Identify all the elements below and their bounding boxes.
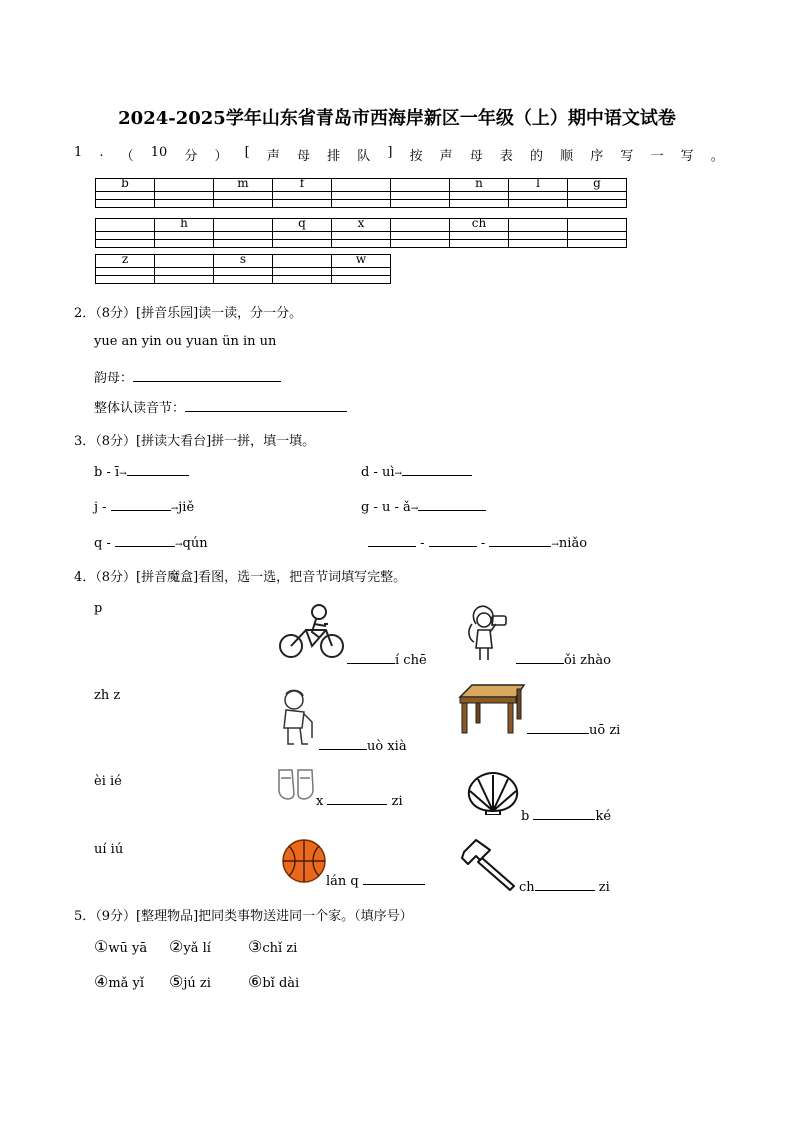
table-row (96, 179, 627, 192)
hammer-icon (460, 836, 520, 892)
q4-word-5 (316, 792, 403, 809)
sitting-boy-icon (276, 688, 320, 748)
grid-cell[interactable] (155, 255, 214, 268)
q1-heading-char: ] (387, 145, 393, 160)
table-row (96, 232, 627, 240)
q1-heading-char: 写 (680, 149, 694, 164)
q1-heading-char: 声 (266, 149, 280, 164)
q1-table-1 (95, 178, 627, 208)
grid-cell: q (273, 219, 332, 232)
q5-text: jú zi (183, 976, 211, 991)
q3-f-blank-1[interactable] (368, 534, 416, 547)
q2-heading: 2．（8分）[拼音乐园]读一读，分一分。 (74, 306, 303, 321)
shell-icon (464, 771, 522, 815)
arrow-icon: → (410, 504, 419, 514)
grid-cell[interactable] (391, 219, 450, 232)
q5-num: ① (94, 937, 109, 956)
q2-yunmu-blank[interactable] (133, 369, 281, 382)
q1-heading-char: 声 (439, 149, 453, 164)
arrow-icon: → (175, 540, 183, 550)
q5-num: ④ (94, 972, 109, 991)
q4-blank-3[interactable] (319, 737, 367, 750)
q3-item-a (94, 463, 189, 480)
q1-heading-char: 序 (590, 149, 604, 164)
grid-cell[interactable] (214, 219, 273, 232)
q1-heading-char: 队 (357, 149, 371, 164)
q4-word-3 (319, 737, 407, 754)
q1-heading-char: 排 (327, 149, 341, 164)
q1-heading-char: [ (244, 145, 250, 160)
q1-heading-char: 的 (530, 149, 544, 164)
grid-cell: x (332, 219, 391, 232)
grid-cell[interactable] (568, 219, 627, 232)
q4-blank-8[interactable] (535, 878, 595, 891)
q3-f-result: niǎo (558, 536, 588, 551)
q4-word-7 (326, 872, 425, 889)
q4-word-1-text: í chē (395, 653, 427, 668)
q4-word-2 (516, 651, 611, 668)
q5-text: yǎ lí (183, 941, 211, 956)
q4-heading: 4．（8分）[拼音魔盒]看图，选一选，把音节词填写完整。 (74, 570, 407, 585)
table-row (96, 255, 391, 268)
q4-blank-4[interactable] (527, 721, 589, 734)
q3-item-b (361, 463, 472, 480)
q4-option-2: zh z (94, 688, 121, 703)
q4-word-1 (347, 651, 427, 668)
q5-item-2 (169, 937, 211, 956)
q3-f-dash: - (480, 536, 486, 551)
q4-word-8-prefix: ch (519, 880, 535, 895)
grid-cell: w (332, 255, 391, 268)
grid-cell: h (155, 219, 214, 232)
q2-syllables: yue an yin ou yuan ün in un (94, 334, 277, 349)
q5-num: ⑤ (169, 972, 184, 991)
arrow-icon: → (119, 469, 127, 479)
q3-f-dash: - (420, 536, 425, 551)
q4-blank-6[interactable] (533, 807, 595, 820)
q1-heading-char: 。 (710, 149, 724, 164)
grid-cell: z (96, 255, 155, 268)
q1-heading-char: 10 (150, 145, 168, 160)
q3-a-blank[interactable] (127, 463, 189, 476)
q3-item-d (361, 498, 486, 515)
q5-num: ② (169, 937, 184, 956)
q4-word-2-text: ǒi zhào (564, 653, 611, 668)
q3-b-text: d - uì (361, 465, 395, 480)
girl-camera-icon (462, 602, 514, 664)
table-row (96, 268, 391, 276)
table-icon (458, 683, 526, 735)
q5-item-1 (94, 937, 147, 956)
grid-cell: b (96, 179, 155, 192)
grid-cell: f (273, 179, 332, 192)
q3-item-c (94, 498, 194, 515)
q3-e-result: qún (182, 536, 208, 551)
q4-word-6-suffix: ké (595, 809, 612, 824)
q4-word-4 (527, 721, 620, 738)
q4-blank-7[interactable] (363, 872, 425, 885)
page-title: 2024-2025学年山东省青岛市西海岸新区一年级（上）期中语文试卷 (118, 108, 676, 129)
q2-zhengti-label: 整体认读音节： (94, 401, 186, 416)
grid-cell: s (214, 255, 273, 268)
q3-c-result: jiě (178, 500, 195, 515)
grid-cell: m (214, 179, 273, 192)
q4-option-4: uí iú (94, 842, 124, 857)
q3-c-text: j - (94, 500, 107, 515)
q5-text: wū yā (108, 941, 148, 956)
q4-word-5-prefix: x (316, 794, 324, 809)
q4-blank-1[interactable] (347, 651, 395, 664)
q2-yunmu-row (94, 367, 281, 386)
q4-blank-2[interactable] (516, 651, 564, 664)
q1-heading-char: 母 (296, 149, 310, 164)
arrow-icon: → (170, 504, 179, 514)
arrow-icon: → (394, 469, 403, 479)
q1-heading-char: 1 (74, 145, 83, 160)
q4-word-8 (519, 878, 610, 895)
q1-heading-char: 写 (620, 149, 634, 164)
q1-heading-char: 一 (650, 149, 664, 164)
q4-word-6-prefix: b (521, 809, 530, 824)
q3-heading: 3．（8分）[拼读大看台]拼一拼，填一填。 (74, 434, 316, 449)
q4-blank-5[interactable] (327, 792, 387, 805)
q3-e-blank[interactable] (115, 534, 175, 547)
grid-cell[interactable] (273, 255, 332, 268)
bicycle-icon (278, 602, 346, 660)
q4-word-7-prefix: lán q (326, 874, 359, 889)
q3-e-text: q - (94, 536, 111, 551)
q5-item-4 (94, 972, 144, 991)
q1-heading-char: 分 (184, 149, 198, 164)
q3-f-blank-2[interactable] (429, 534, 477, 547)
q5-item-3 (248, 937, 297, 956)
q5-num: ③ (248, 937, 263, 956)
q4-word-6 (521, 807, 611, 824)
q5-num: ⑥ (248, 972, 263, 991)
q1-table-2 (95, 218, 627, 248)
basketball-icon (281, 838, 327, 884)
q1-table-3 (95, 254, 391, 284)
q3-d-text: g - u - ǎ (361, 500, 411, 515)
q3-a-text: b - ī (94, 465, 120, 480)
shoes-icon (276, 768, 316, 804)
q5-text: mǎ yǐ (108, 976, 145, 991)
q1-heading-char: （ (120, 149, 134, 164)
grid-cell: g (568, 179, 627, 192)
grid-cell[interactable] (155, 179, 214, 192)
q1-heading (74, 145, 724, 164)
q3-item-f (368, 534, 587, 551)
table-row (96, 192, 627, 200)
q5-text: bǐ dài (262, 976, 300, 991)
q1-heading-char: 表 (499, 149, 513, 164)
grid-cell[interactable] (332, 179, 391, 192)
q2-zhengti-blank[interactable] (185, 399, 347, 412)
grid-cell: n (450, 179, 509, 192)
q4-option-1: p (94, 601, 103, 616)
table-row (96, 276, 391, 284)
q1-heading-char: ） (214, 149, 228, 164)
q4-word-8-suffix: zi (598, 880, 610, 895)
q1-heading-char: 顺 (560, 149, 574, 164)
q3-f-blank-3[interactable] (489, 534, 551, 547)
q3-d-blank[interactable] (418, 498, 486, 511)
q5-item-6 (248, 972, 299, 991)
q4-option-3: èi ié (94, 774, 122, 789)
grid-cell[interactable] (509, 219, 568, 232)
grid-cell: ch (450, 219, 509, 232)
table-row (96, 219, 627, 232)
grid-cell[interactable] (391, 179, 450, 192)
q4-word-4-text: uō zi (589, 723, 621, 738)
table-row (96, 240, 627, 248)
table-row (96, 200, 627, 208)
arrow-icon: → (551, 540, 559, 550)
grid-cell[interactable] (96, 219, 155, 232)
q4-word-3-text: uò xià (367, 739, 407, 754)
q4-word-5-suffix: zi (391, 794, 403, 809)
q5-text: chǐ zi (262, 941, 298, 956)
q2-yunmu-label: 韵母： (94, 371, 134, 386)
q3-item-e (94, 534, 208, 551)
q3-b-blank[interactable] (402, 463, 472, 476)
q5-item-5 (169, 972, 211, 991)
q1-heading-char: 按 (409, 149, 423, 164)
q3-c-blank[interactable] (111, 498, 171, 511)
q1-heading-char: 母 (469, 149, 483, 164)
grid-cell: l (509, 179, 568, 192)
q1-heading-char: . (99, 145, 104, 160)
q5-heading: 5．（9分）[整理物品]把同类事物送进同一个家。（填序号） (74, 909, 413, 924)
q2-zhengti-row (94, 397, 347, 416)
